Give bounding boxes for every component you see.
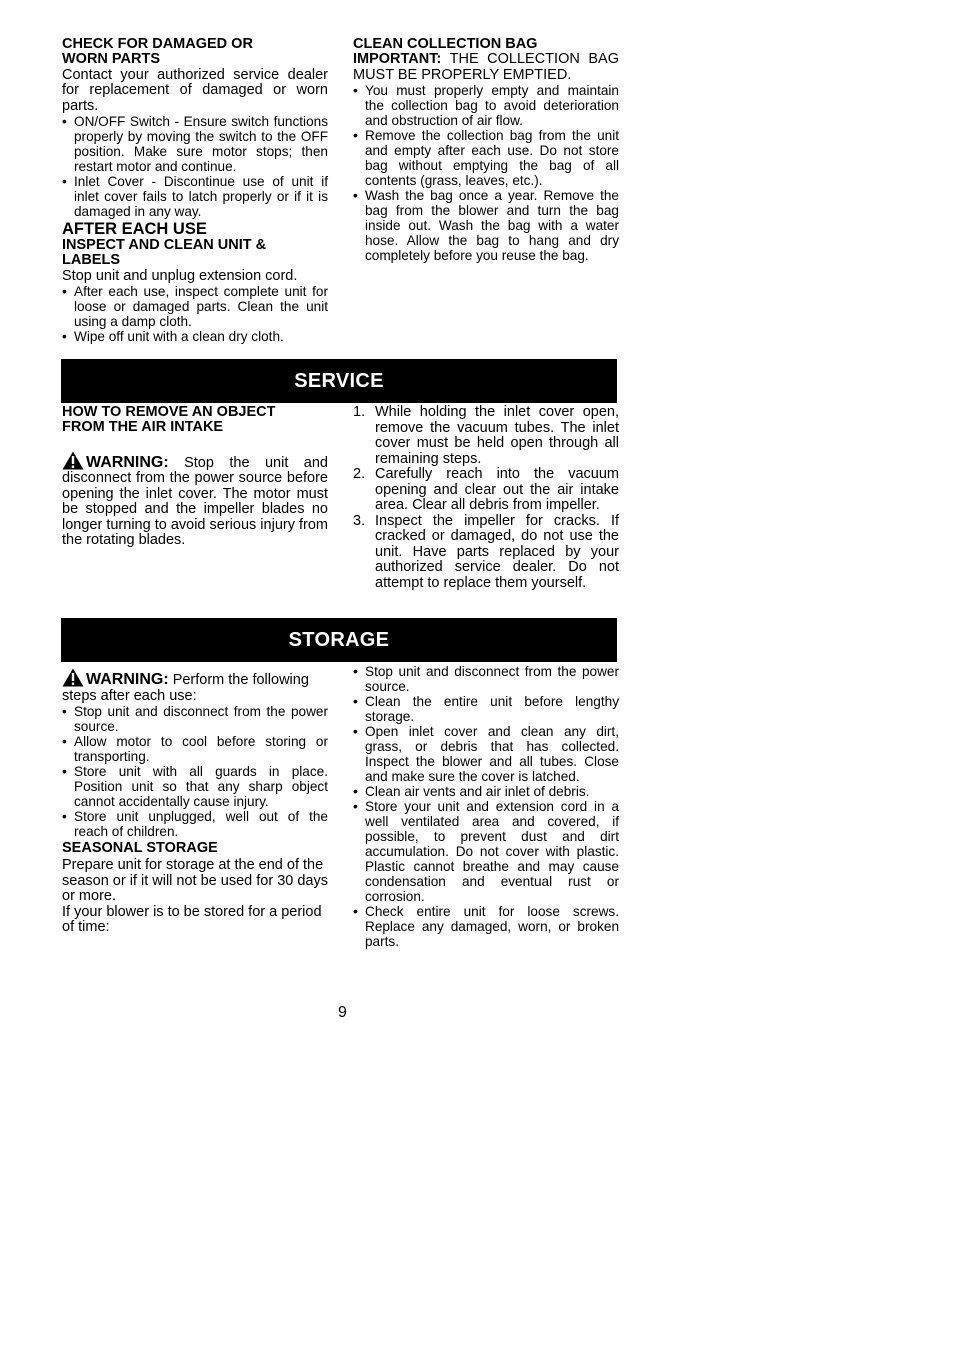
storage-section-header: STORAGE xyxy=(61,618,617,662)
damaged-parts-heading: CHECK FOR DAMAGED OR WORN PARTS xyxy=(62,36,253,68)
list-item: 2. Carefully reach into the vacuum opening and clear out the air intake area. Clear all debris from impeller. xyxy=(353,466,619,513)
service-warning: WARNING: Stop the unit and disconnect from the power source before opening the inlet cover. The motor must be stopped and the impeller blades no longer turning to avoid serious injury from the rotating blades. xyxy=(62,451,328,549)
storage-left-column xyxy=(62,668,328,935)
list-item: • Stop unit and disconnect from the power source. xyxy=(353,664,619,694)
service-section-header: SERVICE xyxy=(61,359,617,403)
list-item: • Wash the bag once a year. Remove the bag from the blower and turn the bag inside out. Wash the bag with a water hose. Allow the bag to hang and dry completely before you reuse the bag. xyxy=(353,188,619,263)
list-item: • Store unit unplugged, well out of the reach of children. xyxy=(62,809,328,839)
page-number: 9 xyxy=(338,1004,347,1021)
list-item: • ON/OFF Switch - Ensure switch functions properly by moving the switch to the OFF position. Make sure motor stops; then restart motor and continue. xyxy=(62,114,328,174)
collection-bag-list xyxy=(353,83,619,263)
damaged-parts-list xyxy=(62,114,328,219)
warning-triangle-icon xyxy=(62,668,84,687)
service-right-column xyxy=(353,405,619,591)
seasonal-storage-text: Prepare unit for storage at the end of the season or if it will not be used for 30 days or more. xyxy=(62,857,328,905)
seasonal-storage-period: If your blower is to be stored for a period of time: xyxy=(62,903,322,936)
remove-object-heading: HOW TO REMOVE AN OBJECT FROM THE AIR INTAKE xyxy=(62,404,276,436)
warning-triangle-icon xyxy=(62,451,84,470)
list-item: • Open inlet cover and clean any dirt, grass, or debris that has collected. Inspect the blower and all tubes. Close and make sure the cover is latched. xyxy=(353,724,619,784)
inspect-clean-subheading: INSPECT AND CLEAN UNIT & LABELS xyxy=(62,237,267,269)
list-item: • Inlet Cover - Discontinue use of unit if inlet cover fails to latch properly or if it is damaged in any way. xyxy=(62,174,328,219)
damaged-parts-intro: Contact your authorized service dealer for replacement of damaged or worn parts. xyxy=(62,66,328,114)
list-item: • Clean air vents and air inlet of debris. xyxy=(353,784,619,799)
list-item: • Allow motor to cool before storing or transporting. xyxy=(62,734,328,764)
seasonal-storage-heading: SEASONAL STORAGE xyxy=(62,840,218,856)
list-item: • Wipe off unit with a clean dry cloth. xyxy=(62,329,328,344)
list-item: • Stop unit and disconnect from the power source. xyxy=(62,704,328,734)
after-each-use-list xyxy=(62,284,328,344)
service-steps xyxy=(353,405,619,591)
storage-right-column xyxy=(353,664,619,949)
collection-bag-important: IMPORTANT: THE COLLECTION BAG MUST BE PROPERLY EMPTIED. xyxy=(353,51,619,83)
list-item: • Check entire unit for loose screws. Replace any damaged, worn, or broken parts. xyxy=(353,904,619,949)
list-item: • Store unit with all guards in place. Position unit so that any sharp object cannot accidentally cause injury. xyxy=(62,764,328,809)
service-left-column xyxy=(62,405,328,549)
seasonal-storage-list xyxy=(353,664,619,949)
after-each-use-intro: Stop unit and unplug extension cord. xyxy=(62,267,298,284)
list-item: 1. While holding the inlet cover open, remove the vacuum tubes. The inlet cover must be held open through all remaining steps. xyxy=(353,404,619,467)
storage-warning: WARNING: Perform the following steps after each use: xyxy=(62,668,328,704)
storage-after-use-list xyxy=(62,704,328,839)
list-item: • After each use, inspect complete unit for loose or damaged parts. Clean the unit using a damp cloth. xyxy=(62,284,328,329)
after-each-use-heading: AFTER EACH USE xyxy=(62,220,207,239)
maintenance-right-column xyxy=(353,37,619,263)
list-item: • Clean the entire unit before lengthy storage. xyxy=(353,694,619,724)
list-item: 3. Inspect the impeller for cracks. If cracked or damaged, do not use the unit. Have parts replaced by your authorized service dealer. Do not attempt to replace them yourself. xyxy=(353,512,619,591)
list-item: • Store your unit and extension cord in a well ventilated area and covered, if possible, to prevent dust and dirt accumulation. Do not cover with plastic. Plastic cannot breathe and may cause condensation and eventual rust or corrosion. xyxy=(353,799,619,904)
maintenance-left-column xyxy=(62,37,328,344)
collection-bag-heading: CLEAN COLLECTION BAG xyxy=(353,36,538,52)
list-item: • You must properly empty and maintain the collection bag to avoid deterioration and obstruction of air flow. xyxy=(353,83,619,128)
list-item: • Remove the collection bag from the unit and empty after each use. Do not store bag without emptying the bag of all contents (grass, leaves, etc.). xyxy=(353,128,619,188)
